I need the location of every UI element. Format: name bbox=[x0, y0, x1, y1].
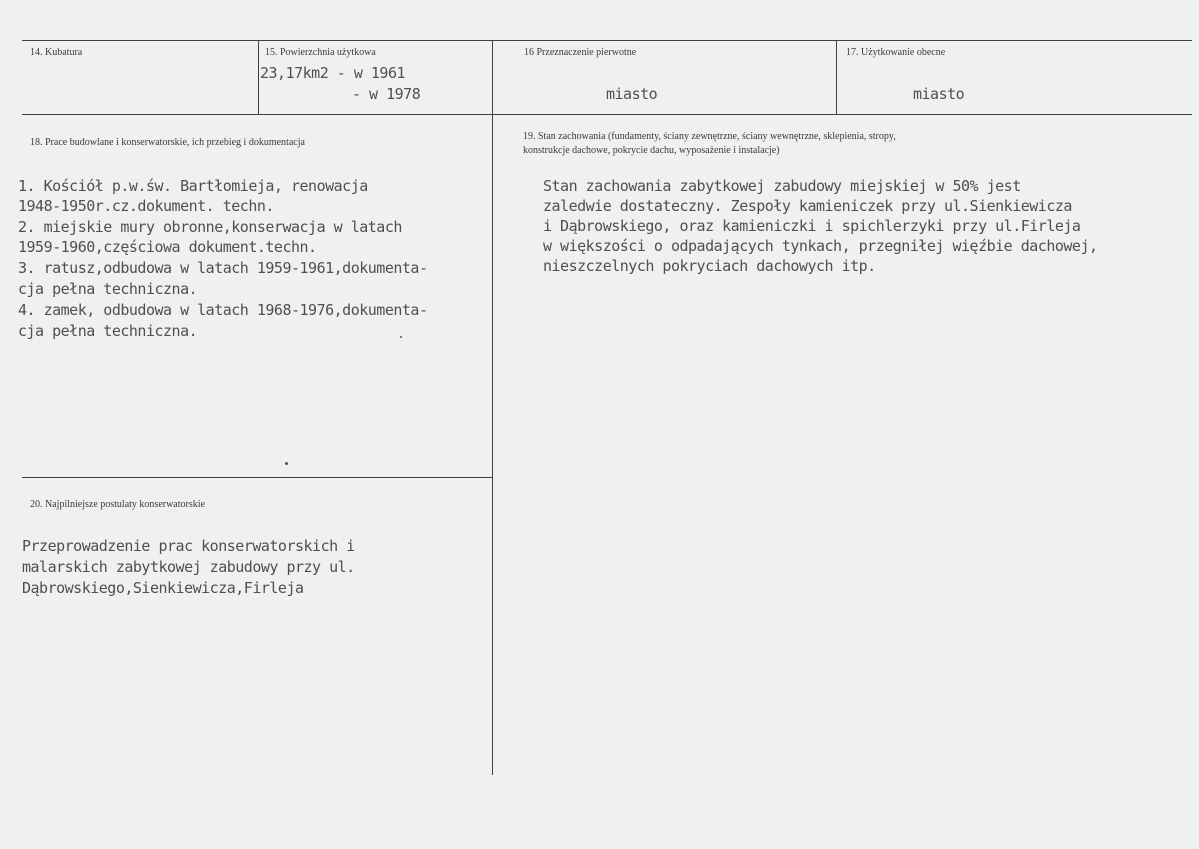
text-line: i Dąbrowskiego, oraz kamieniczki i spichlerzyki przy ul.Firleja bbox=[543, 217, 1081, 235]
list-item: 1948-1950r.cz.dokument. techn. bbox=[18, 197, 274, 215]
list-item: cja pełna techniczna. bbox=[18, 322, 198, 340]
text-line: w większości o odpadających tynkach, przegniłej więźbie dachowej, bbox=[543, 237, 1098, 255]
col-divider-3 bbox=[836, 40, 837, 114]
text-line: Stan zachowania zabytkowej zabudowy miejskiej w 50% jest bbox=[543, 177, 1021, 195]
scan-speck bbox=[400, 336, 402, 338]
list-item: cja pełna techniczna. bbox=[18, 280, 198, 298]
field-16-label: 16 Przeznaczenie pierwotne bbox=[524, 47, 637, 58]
text-line: nieszczelnych pokryciach dachowych itp. bbox=[543, 257, 876, 275]
field-20-label: 20. Najpilniejsze postulaty konserwatorskie bbox=[30, 499, 205, 510]
field-15-value-line-2: - w 1978 bbox=[352, 85, 421, 103]
field-17-label: 17. Użytkowanie obecne bbox=[846, 47, 946, 58]
field-14-label: 14. Kubatura bbox=[30, 47, 83, 58]
col-divider-1 bbox=[258, 40, 259, 114]
text-line: Dąbrowskiego,Sienkiewicza,Firleja bbox=[22, 579, 304, 597]
list-item: 2. miejskie mury obronne,konserwacja w latach bbox=[18, 218, 402, 236]
field-16-value: miasto bbox=[606, 85, 658, 103]
text-line: zaledwie dostateczny. Zespoły kamieniczek przy ul.Sienkiewicza bbox=[543, 197, 1072, 215]
col-divider-2 bbox=[492, 40, 493, 775]
list-item: 3. ratusz,odbudowa w latach 1959-1961,dokumenta- bbox=[18, 259, 428, 277]
top-rule bbox=[22, 40, 1192, 41]
text-line: Przeprowadzenie prac konserwatorskich i bbox=[22, 537, 355, 555]
row-divider bbox=[22, 114, 1192, 115]
field-19-label-line-2: konstrukcje dachowe, pokrycie dachu, wyposażenie i instalacje) bbox=[523, 145, 780, 156]
list-item: 1. Kościół p.w.św. Bartłomieja, renowacja bbox=[18, 177, 368, 195]
text-line: malarskich zabytkowej zabudowy przy ul. bbox=[22, 558, 355, 576]
field-15-value-line-1: 23,17km2 - w 1961 bbox=[260, 64, 406, 82]
field-18-label: 18. Prace budowlane i konserwatorskie, ich przebieg i dokumentacja bbox=[30, 137, 305, 148]
list-item: 1959-1960,częściowa dokument.techn. bbox=[18, 238, 317, 256]
list-item: 4. zamek, odbudowa w latach 1968-1976,dokumenta- bbox=[18, 301, 428, 319]
scan-speck bbox=[285, 462, 288, 465]
left-bottom-rule bbox=[22, 477, 492, 478]
field-17-value: miasto bbox=[913, 85, 965, 103]
field-19-label-line-1: 19. Stan zachowania (fundamenty, ściany zewnętrzne, ściany wewnętrzne, sklepienia, stropy, bbox=[523, 131, 896, 142]
field-15-label: 15. Powierzchnia użytkowa bbox=[265, 47, 376, 58]
